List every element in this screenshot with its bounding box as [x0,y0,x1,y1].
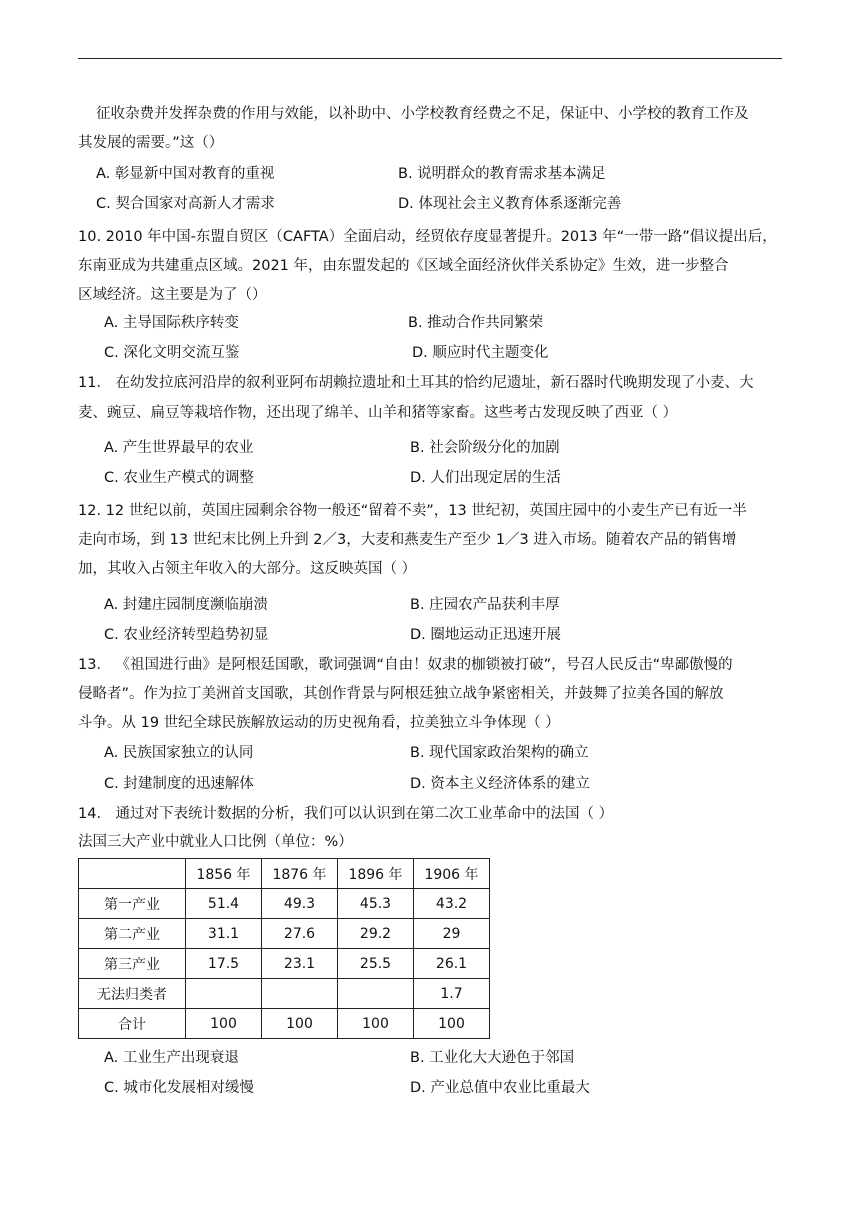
option-b[interactable]: B. 推动合作共同繁荣 [408,315,544,331]
question-10-line-2: 东南亚成为共建重点区域。2021 年，由东盟发起的《区域全面经济伙伴关系协定》生效，进一步整合 [78,258,729,274]
option-b[interactable]: B. 庄园农产品获利丰厚 [410,597,560,613]
table-cell: 100 [338,1009,414,1039]
question-9-line-2: 其发展的需要。”这（） [78,135,224,151]
option-a[interactable]: A. 主导国际秩序转变 [104,315,239,331]
table-cell: 无法归类者 [79,979,186,1009]
table-cell: 合计 [79,1009,186,1039]
table-cell: 43.2 [414,889,490,919]
option-a[interactable]: A. 产生世界最早的农业 [104,440,254,456]
question-13-line-2: 侵略者”。作为拉丁美洲首支国歌，其创作背景与阿根廷独立战争紧密相关，并鼓舞了拉美各国的解放 [78,686,724,702]
table-row [79,889,490,919]
table-cell: 23.1 [262,949,338,979]
table-cell: 51.4 [186,889,262,919]
employment-table [78,858,490,1039]
table-header-cell [79,859,186,889]
option-a[interactable]: A. 民族国家独立的认同 [104,745,254,761]
header-rule [78,58,782,59]
option-a[interactable]: A. 工业生产出现衰退 [104,1050,239,1066]
table-caption: 法国三大产业中就业人口比例（单位：%） [78,834,353,850]
option-b[interactable]: B. 社会阶级分化的加剧 [410,440,560,456]
table-header-cell: 1896 年 [338,859,414,889]
table-cell: 45.3 [338,889,414,919]
question-13-line-3: 斗争。从 19 世纪全球民族解放运动的历史视角看，拉美独立斗争体现（ ） [78,715,560,731]
table-header-cell: 1906 年 [414,859,490,889]
table-cell: 31.1 [186,919,262,949]
option-d[interactable]: D. 资本主义经济体系的建立 [410,776,590,792]
table-row [79,979,490,1009]
table-cell: 29 [414,919,490,949]
option-d[interactable]: D. 体现社会主义教育体系逐渐完善 [398,196,622,212]
table-cell: 100 [186,1009,262,1039]
table-cell: 29.2 [338,919,414,949]
question-10-line-1: 10. 2010 年中国-东盟自贸区（CAFTA）全面启动，经贸依存度显著提升。2013 年“一带一路”倡议提出后， [78,229,777,245]
option-c[interactable]: C. 契合国家对高新人才需求 [96,196,275,212]
table-header-row [79,859,490,889]
option-c[interactable]: C. 封建制度的迅速解体 [104,776,254,792]
question-12-line-1: 12. 12 世纪以前，英国庄园剩余谷物一般还“留着不卖”，13 世纪初，英国庄园中的小麦生产已有近一半 [78,503,747,519]
table-row [79,1009,490,1039]
question-11-line-1: 11． 在幼发拉底河沿岸的叙利亚阿布胡赖拉遗址和土耳其的恰约尼遗址，新石器时代晚期发现了小麦、大 [78,375,754,391]
table-cell [338,979,414,1009]
question-9-line-1: 征收杂费并发挥杂费的作用与效能，以补助中、小学校教育经费之不足，保证中、小学校的教育工作及 [96,106,749,122]
option-c[interactable]: C. 城市化发展相对缓慢 [104,1080,254,1096]
table-header-cell: 1856 年 [186,859,262,889]
table-cell: 1.7 [414,979,490,1009]
table-cell: 49.3 [262,889,338,919]
table-cell: 25.5 [338,949,414,979]
question-14-line-1: 14． 通过对下表统计数据的分析，我们可以认识到在第二次工业革命中的法国（ ） [78,806,614,822]
table-cell: 26.1 [414,949,490,979]
option-c[interactable]: C. 农业经济转型趋势初显 [104,627,269,643]
table-cell: 17.5 [186,949,262,979]
table-cell: 27.6 [262,919,338,949]
table-cell [186,979,262,1009]
question-13-line-1: 13． 《祖国进行曲》是阿根廷国歌，歌词强调“自由！奴隶的枷锁被打破”，号召人民反击“卑鄙傲慢的 [78,657,733,673]
option-b[interactable]: B. 工业化大大逊色于邻国 [410,1050,575,1066]
option-d[interactable]: D. 圈地运动正迅速开展 [410,627,561,643]
table-row [79,949,490,979]
table-header-cell: 1876 年 [262,859,338,889]
table-cell: 第二产业 [79,919,186,949]
option-c[interactable]: C. 农业生产模式的调整 [104,470,254,486]
table-cell: 第一产业 [79,889,186,919]
option-b[interactable]: B. 说明群众的教育需求基本满足 [398,166,606,182]
question-10-line-3: 区域经济。这主要是为了（） [78,287,267,303]
option-a[interactable]: A. 封建庄园制度濒临崩溃 [104,597,268,613]
option-d[interactable]: D. 人们出现定居的生活 [410,470,561,486]
option-a[interactable]: A. 彰显新中国对教育的重视 [96,166,275,182]
option-d[interactable]: D. 顺应时代主题变化 [412,345,549,361]
option-b[interactable]: B. 现代国家政治架构的确立 [410,745,589,761]
option-c[interactable]: C. 深化文明交流互鉴 [104,345,240,361]
question-12-line-3: 加，其收入占领主年收入的大部分。这反映英国（ ） [78,561,417,577]
table-cell: 100 [414,1009,490,1039]
table-cell: 第三产业 [79,949,186,979]
table-cell: 100 [262,1009,338,1039]
table-cell [262,979,338,1009]
table-row [79,919,490,949]
question-11-line-2: 麦、豌豆、扁豆等栽培作物，还出现了绵羊、山羊和猪等家畜。这些考古发现反映了西亚（ ） [78,405,678,421]
option-d[interactable]: D. 产业总值中农业比重最大 [410,1080,590,1096]
question-12-line-2: 走向市场，到 13 世纪末比例上升到 2／3，大麦和燕麦生产至少 1／3 进入市场。随着农产品的销售增 [78,532,737,548]
